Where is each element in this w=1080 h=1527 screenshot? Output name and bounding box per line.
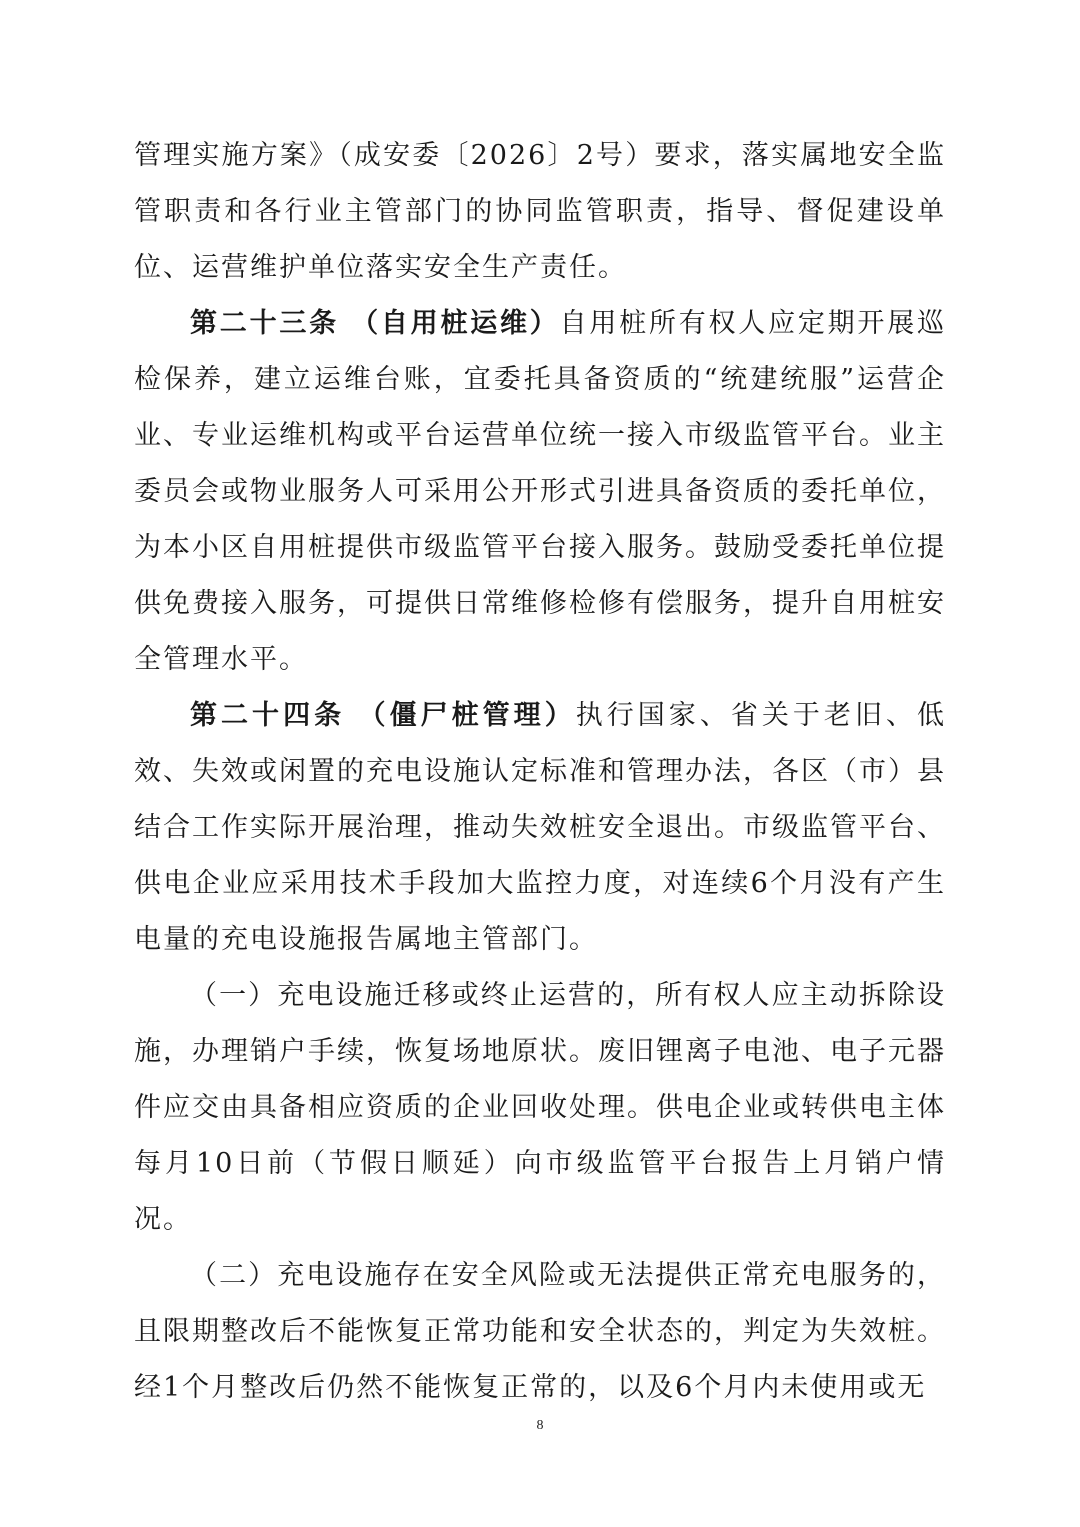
document-body [134, 128, 946, 1416]
paragraph-1-text: 管理实施方案》（成安委〔2026〕2号）要求，落实属地安全监管职责和各行业主管部门的协同监管职责，指导、督促建设单位、运营维护单位落实安全生产责任。 [134, 140, 946, 283]
article-24-heading: 第二十四条 （僵尸桩管理） [190, 700, 576, 731]
article-23 [134, 296, 946, 688]
paragraph-1-continuation [134, 128, 946, 296]
item-2-text: （二）充电设施存在安全风险或无法提供正常充电服务的，且限期整改后不能恢复正常功能和安全状态的，判定为失效桩。经1个月整改后仍然不能恢复正常的，以及6个月内未使用或无 [134, 1260, 946, 1403]
page-number: 8 [536, 1418, 544, 1433]
item-1-text: （一）充电设施迁移或终止运营的，所有权人应主动拆除设施，办理销户手续，恢复场地原状。废旧锂离子电池、电子元器件应交由具备相应资质的企业回收处理。供电企业或转供电主体每月10日前（节假日顺延）向市级监管平台报告上月销户情况。 [134, 980, 946, 1235]
article-24-text: 执行国家、省关于老旧、低效、失效或闲置的充电设施认定标准和管理办法，各区（市）县结合工作实际开展治理，推动失效桩安全退出。市级监管平台、供电企业应采用技术手段加大监控力度，对连续6个月没有产生电量的充电设施报告属地主管部门。 [134, 700, 947, 955]
item-1 [134, 968, 946, 1248]
article-23-heading: 第二十三条 （自用桩运维） [190, 308, 560, 339]
item-2 [134, 1248, 946, 1416]
article-24 [134, 688, 946, 968]
article-23-text: 自用桩所有权人应定期开展巡检保养，建立运维台账，宜委托具备资质的“统建统服”运营企业、专业运维机构或平台运营单位统一接入市级监管平台。业主委员会或物业服务人可采用公开形式引进具备资质的委托单位，为本小区自用桩提供市级监管平台接入服务。鼓励受委托单位提供免费接入服务，可提供日常维修检修有偿服务，提升自用桩安全管理水平。 [134, 308, 946, 675]
